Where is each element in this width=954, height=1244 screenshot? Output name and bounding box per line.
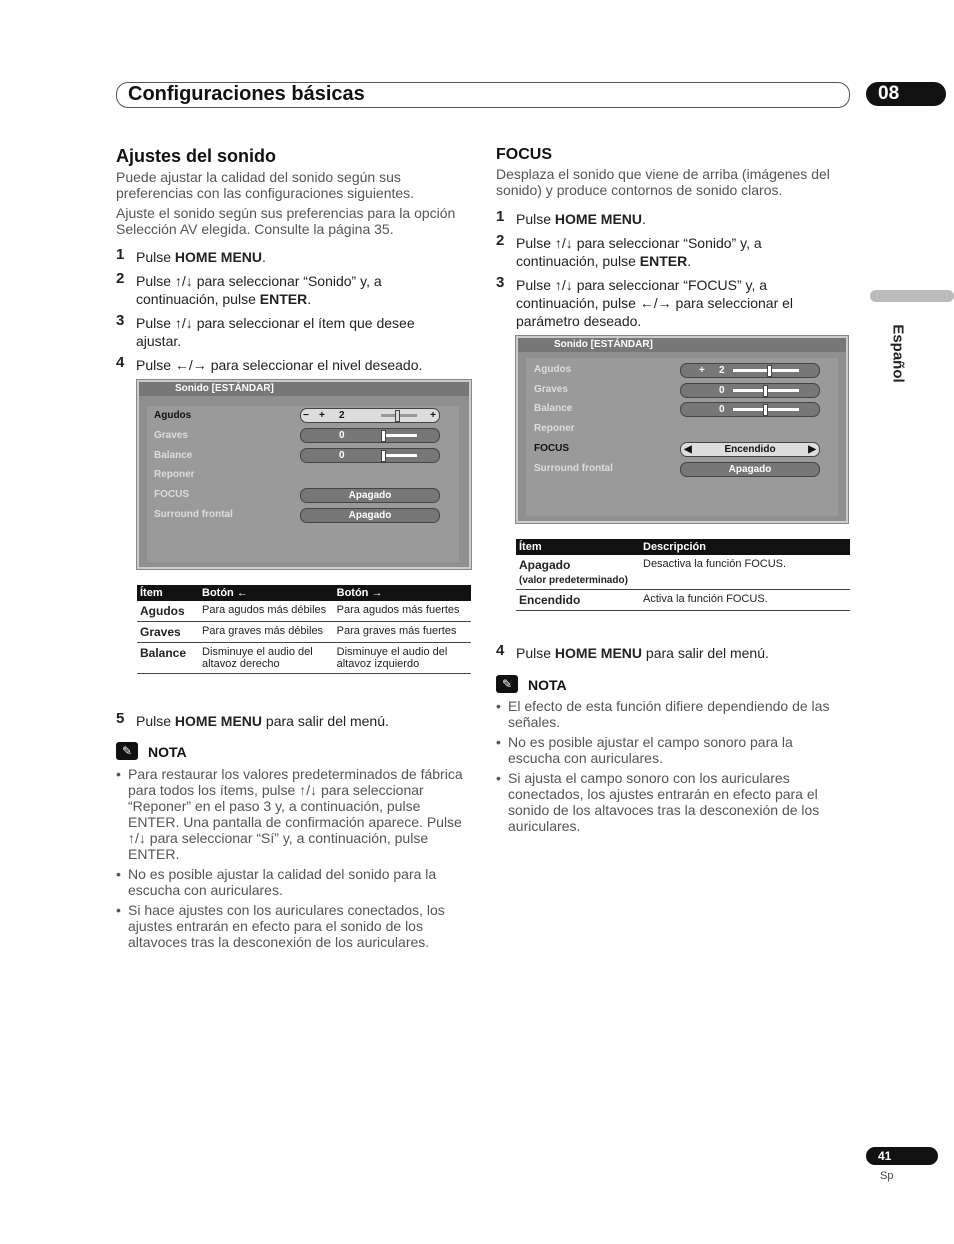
step-tail: para salir del menú.	[262, 713, 389, 729]
surround-value-pill[interactable]: Apagado	[300, 508, 440, 523]
slider-track	[381, 434, 417, 437]
graves-slider[interactable]	[680, 383, 820, 398]
step-number: 2	[116, 270, 125, 287]
menu-item-graves[interactable]: Graves	[154, 430, 188, 441]
table-row	[137, 601, 471, 622]
balance-slider[interactable]	[300, 448, 440, 463]
menu-panel	[526, 358, 838, 516]
focus-selector[interactable]	[680, 442, 820, 457]
step-tail: .	[642, 211, 646, 227]
cell-item: Apagado	[519, 558, 571, 572]
step-number: 3	[496, 274, 505, 291]
menu-item-balance[interactable]: Balance	[534, 403, 573, 414]
slider-knob	[763, 385, 768, 397]
table-row	[137, 622, 471, 643]
step-tail: .	[307, 291, 312, 307]
menu-item-balance[interactable]: Balance	[154, 450, 193, 461]
surround-value-pill[interactable]: Apagado	[680, 462, 820, 477]
slider-knob	[381, 430, 386, 442]
step-item	[116, 710, 456, 730]
step-number: 2	[496, 232, 505, 249]
table-cell: Desactiva la función FOCUS.	[640, 555, 850, 590]
slider-knob	[395, 410, 400, 422]
step-text: Pulse	[516, 211, 555, 227]
table-row	[516, 590, 850, 611]
step-text: Pulse	[516, 645, 555, 661]
intro-1: Puede ajustar la calidad del sonido según sus preferencias con las configuraciones siguientes.	[116, 169, 415, 201]
menu-item-surround[interactable]: Surround frontal	[534, 463, 613, 474]
graves-slider[interactable]	[300, 428, 440, 443]
language-tab	[870, 290, 954, 302]
step-text: Pulse	[136, 249, 175, 265]
focus-value-pill[interactable]: Apagado	[300, 488, 440, 503]
menu-item-focus[interactable]: FOCUS	[154, 489, 189, 500]
step-key: HOME MENU	[174, 713, 263, 729]
step-number: 4	[116, 354, 125, 371]
step-item	[116, 312, 456, 350]
note-item: • El efecto de esta función difiere dependiendo de las señales.	[496, 698, 842, 730]
step-text: Pulse ↑/↓ para seleccionar “Sonido” y, a continuación, pulse	[516, 235, 762, 269]
step-key: ENTER	[639, 253, 688, 269]
balance-value: 0	[339, 450, 345, 461]
table-cell: Para graves más débiles	[199, 622, 334, 643]
page-title: Configuraciones básicas	[128, 83, 365, 105]
balance-value: 0	[719, 404, 725, 415]
slider-track	[381, 454, 417, 457]
screen-title: Sonido [ESTÁNDAR]	[518, 338, 846, 352]
agudos-value: 2	[719, 365, 725, 376]
step-item	[116, 270, 456, 308]
plus-small-icon: +	[319, 410, 325, 421]
table-header: Ítem	[516, 539, 640, 555]
table-row	[137, 643, 471, 674]
step-number: 4	[496, 642, 505, 659]
table-header: Botón →	[334, 585, 471, 601]
table-header: Botón ←	[199, 585, 334, 601]
menu-item-agudos[interactable]: Agudos	[534, 364, 572, 375]
step-text: Pulse	[136, 713, 175, 729]
table-cell: Para agudos más débiles	[199, 601, 334, 622]
note-item: • Si ajusta el campo sonoro con los auriculares conectados, los ajustes entrarán en efecto para el sonido de los altavoces tras la desconexión de los auriculares.	[496, 770, 842, 834]
note-list-right	[496, 698, 842, 838]
table-cell: Graves	[137, 622, 199, 643]
step-tail: .	[687, 253, 692, 269]
intro-2: Ajuste el sonido según sus preferencias para la opción Selección AV elegida. Consulte la página 35.	[116, 205, 456, 237]
step-key: ENTER	[259, 291, 308, 307]
table-cell: Disminuye el audio del altavoz izquierdo	[334, 643, 471, 674]
step-tail: .	[262, 249, 266, 265]
plus-icon: +	[430, 410, 436, 421]
step-number: 1	[496, 208, 505, 225]
focus-value: Encendido	[724, 444, 776, 455]
table-header: Ítem	[137, 585, 199, 601]
step-item	[496, 232, 836, 270]
slider-track	[733, 369, 799, 372]
note-label: NOTA	[528, 677, 567, 693]
graves-value: 0	[719, 385, 725, 396]
table-cell: Balance	[137, 643, 199, 674]
section-heading-focus: FOCUS	[496, 146, 552, 163]
step-text: Pulse ←/→ para seleccionar el nivel deseado.	[136, 357, 423, 373]
table-cell: Agudos	[137, 601, 199, 622]
note-list-left	[116, 766, 472, 954]
page-number: 41	[866, 1147, 938, 1165]
slider-knob	[763, 404, 768, 416]
plus-small-icon: +	[699, 365, 705, 376]
menu-item-graves[interactable]: Graves	[534, 384, 568, 395]
table-row	[516, 555, 850, 590]
table-cell: Para agudos más fuertes	[334, 601, 471, 622]
left-arrow-icon[interactable]: ◀	[684, 444, 692, 455]
note-pencil-icon: ✎	[496, 675, 518, 693]
step-item	[496, 274, 836, 330]
table-cell: Encendido	[516, 590, 640, 611]
step-item	[116, 354, 456, 374]
menu-item-reponer[interactable]: Reponer	[534, 423, 575, 434]
tv-menu-screen	[137, 380, 471, 569]
step-text: Pulse ↑/↓ para seleccionar “Sonido” y, a continuación, pulse	[136, 273, 382, 307]
note-label: NOTA	[148, 744, 187, 760]
agudos-slider[interactable]	[680, 363, 820, 378]
step-text: Pulse ↑/↓ para seleccionar “FOCUS” y, a continuación, pulse ←/→ para seleccionar el parámetro deseado.	[516, 277, 794, 329]
table-cell: Activa la función FOCUS.	[640, 590, 850, 611]
menu-item-reponer[interactable]: Reponer	[154, 469, 195, 480]
tv-menu-screen-focus	[516, 336, 848, 523]
agudos-slider[interactable]	[300, 408, 440, 423]
right-steps	[496, 208, 836, 330]
language-code: Sp	[880, 1170, 894, 1182]
table-cell: Disminuye el audio del altavoz derecho	[199, 643, 334, 674]
table-header: Descripción	[640, 539, 850, 555]
language-label: Español	[889, 324, 907, 383]
step-number: 5	[116, 710, 125, 727]
right-column	[496, 146, 841, 198]
step-number: 3	[116, 312, 125, 329]
slider-knob	[381, 450, 386, 462]
focus-table	[516, 539, 850, 611]
note-item: • Para restaurar los valores predeterminados de fábrica para todos los ítems, pulse ↑/↓ para seleccionar “Reponer” en el paso 3 y, a continuación, pulse ENTER. Una pantalla de confirmación aparece. Pulse ↑/↓ para seleccionar “Sí” y, a continuación, pulse ENTER.	[116, 766, 472, 862]
step-key: HOME MENU	[554, 645, 643, 661]
step-tail: para salir del menú.	[642, 645, 769, 661]
balance-slider[interactable]	[680, 402, 820, 417]
section-heading-sonido: Ajustes del sonido	[116, 146, 277, 166]
focus-intro: Desplaza el sonido que viene de arriba (imágenes del sonido) y produce contornos de sonido claros.	[496, 166, 830, 198]
menu-item-surround[interactable]: Surround frontal	[154, 509, 233, 520]
button-table	[137, 585, 471, 674]
agudos-value: 2	[339, 410, 345, 421]
step-key: HOME MENU	[174, 249, 263, 265]
note-item: • No es posible ajustar el campo sonoro para la escucha con auriculares.	[496, 734, 842, 766]
minus-icon: −	[303, 410, 309, 421]
table-cell	[516, 555, 640, 590]
screen-title: Sonido [ESTÁNDAR]	[139, 382, 469, 396]
step-item	[116, 246, 456, 266]
note-item: • No es posible ajustar la calidad del sonido para la escucha con auriculares.	[116, 866, 472, 898]
right-arrow-icon[interactable]: ▶	[808, 444, 816, 455]
graves-value: 0	[339, 430, 345, 441]
note-pencil-icon: ✎	[116, 742, 138, 760]
slider-knob	[767, 365, 772, 377]
cell-note: (valor predeterminado)	[519, 575, 628, 586]
menu-item-focus[interactable]: FOCUS	[534, 443, 569, 454]
chapter-number: 08	[866, 82, 946, 106]
note-item: • Si hace ajustes con los auriculares conectados, los ajustes entrarán en efecto para el sonido de los altavoces tras la desconexión de los auriculares.	[116, 902, 472, 950]
menu-item-agudos[interactable]: Agudos	[154, 410, 192, 421]
left-column	[116, 146, 471, 237]
step-number: 1	[116, 246, 125, 263]
step-text: Pulse ↑/↓ para seleccionar el ítem que desee ajustar.	[136, 315, 415, 349]
table-cell: Para graves más fuertes	[334, 622, 471, 643]
step-key: HOME MENU	[554, 211, 643, 227]
step-item	[496, 642, 836, 662]
menu-panel	[147, 406, 459, 562]
step-item	[496, 208, 836, 228]
left-steps	[116, 246, 456, 374]
